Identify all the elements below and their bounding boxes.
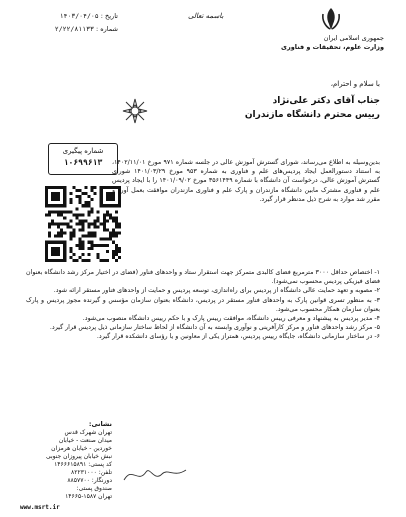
address-title: نشانی: bbox=[88, 420, 112, 428]
date-value: ۱۴۰۳/۰۴/۰۵ bbox=[59, 12, 99, 20]
address-line: تلفن: ۸۲۲۳۱۰۰۰ bbox=[71, 469, 112, 476]
recipient-name: جناب آقای دکتر علی‌نژاد bbox=[272, 96, 380, 106]
date-row bbox=[28, 12, 118, 20]
address-line: تهران ۱۵۸۷-۱۴۶۶۵ bbox=[65, 493, 112, 500]
address-line: تهران شهرک قدس bbox=[64, 429, 112, 436]
tracking-label: شماره پیگیری bbox=[62, 147, 104, 155]
body-paragraph-clauses: ۱- اختصاص حداقل ۳۰۰۰ مترمربع فضای کالبدی متمرکز جهت استقرار ستاد و واحدهای فناور (فضای در اختیار مرکز رشد دانشگاه بعنوان فضای فیزیکی پردیس محسوب نمی‌شود). ۲- مصوبه و تعهد حمایت عالی دانشگاه از پردیس برای راه‌اندازی، توسعه پردیس و حمایت از واحدهای فناور مستقر ارائه شود. ۳- به منظور تسری قوانین پارک به واحدهای فناور مستقر در پردیس، دانشگاه بعنوان سازمان مؤسس و گیرنده مجوز پردیس و پارک بعنوان سازمان همکار محسوب می‌شود. ۴- مدیر پردیس به پیشنهاد و معرفی رییس دانشگاه، موافقت رییس پارک و با حکم رییس دانشگاه منصوب می‌شود. ۵- مرکز رشد واحدهای فناور و مرکز کارآفرینی و نوآوری وابسته به آن دانشگاه از لحاظ ساختار سازمانی ذیل پردیس قرار گیرد. ۶- در ساختار سازمانی دانشگاه، جایگاه رییس پردیس، همتراز یکی از معاونین و یا رؤسای دانشکده قرار گیرد. bbox=[26, 269, 380, 341]
org-line-1: جمهوری اسلامی ایران bbox=[323, 34, 384, 42]
address-line: کد پستی: ۱۴۶۶۶۱۵۸۹۱ bbox=[54, 461, 112, 468]
iran-emblem-icon bbox=[320, 6, 342, 32]
body-paragraph-intro: بدین‌وسیله به اطلاع می‌رساند، شورای گسترش آموزش عالی در جلسه شماره ۹۷۱ مورخ ۱۴۰۲/۱۱/۰۱، به استناد دستورالعمل ایجاد پردیس‌های علم و فناوری به شماره ۹۵۳ مورخ ۱۴۰۱/۰۳/۲۹ شورای گسترش آموزش عالی، درخواست آن دانشگاه با شماره ۳۵۶۱۴۴۹ مورخ ۱۴۰۱/۰۹/۰۲ را با ایجاد پردیس علم و فناوری مشترک مابین دانشگاه مازندران و پارک علم و فناوری مازندران موافقت بعمل آورد و مقرر شد موارد به شرح ذیل مدنظر قرار گیرد. bbox=[112, 159, 380, 203]
date-label: تاریخ : bbox=[100, 12, 118, 20]
address-line: دورنگار: ۸۸۵۷۷۰۰ bbox=[67, 477, 112, 484]
tracking-box bbox=[48, 143, 118, 175]
salutation: با سلام و احترام، bbox=[330, 80, 380, 88]
tracking-number: ۱۰۶۹۹۶۱۳ bbox=[63, 158, 103, 167]
address-line: صندوق پستی: bbox=[76, 485, 112, 492]
invocation: باسمه تعالی bbox=[188, 12, 224, 20]
org-line-2: وزارت علوم، تحقیقات و فناوری bbox=[281, 43, 384, 51]
address-block bbox=[22, 429, 112, 501]
address-line: خوردین - خیابان هرمزان bbox=[51, 445, 112, 452]
ornament-icon bbox=[120, 96, 150, 126]
signature bbox=[120, 460, 190, 488]
number-label: شماره : bbox=[96, 25, 118, 33]
qr-code bbox=[45, 186, 121, 262]
address-line: میدان صنعت - خیابان bbox=[58, 437, 112, 444]
address-line: نبش خیابان پیروزان جنوبی bbox=[45, 453, 112, 460]
number-value: ۲/۲۲/۸۱۱۳۳ bbox=[54, 25, 94, 33]
recipient-title: رییس محترم دانشگاه مازندران bbox=[244, 110, 380, 120]
website-url[interactable]: www.msrt.ir bbox=[20, 504, 60, 511]
number-row bbox=[28, 25, 118, 33]
